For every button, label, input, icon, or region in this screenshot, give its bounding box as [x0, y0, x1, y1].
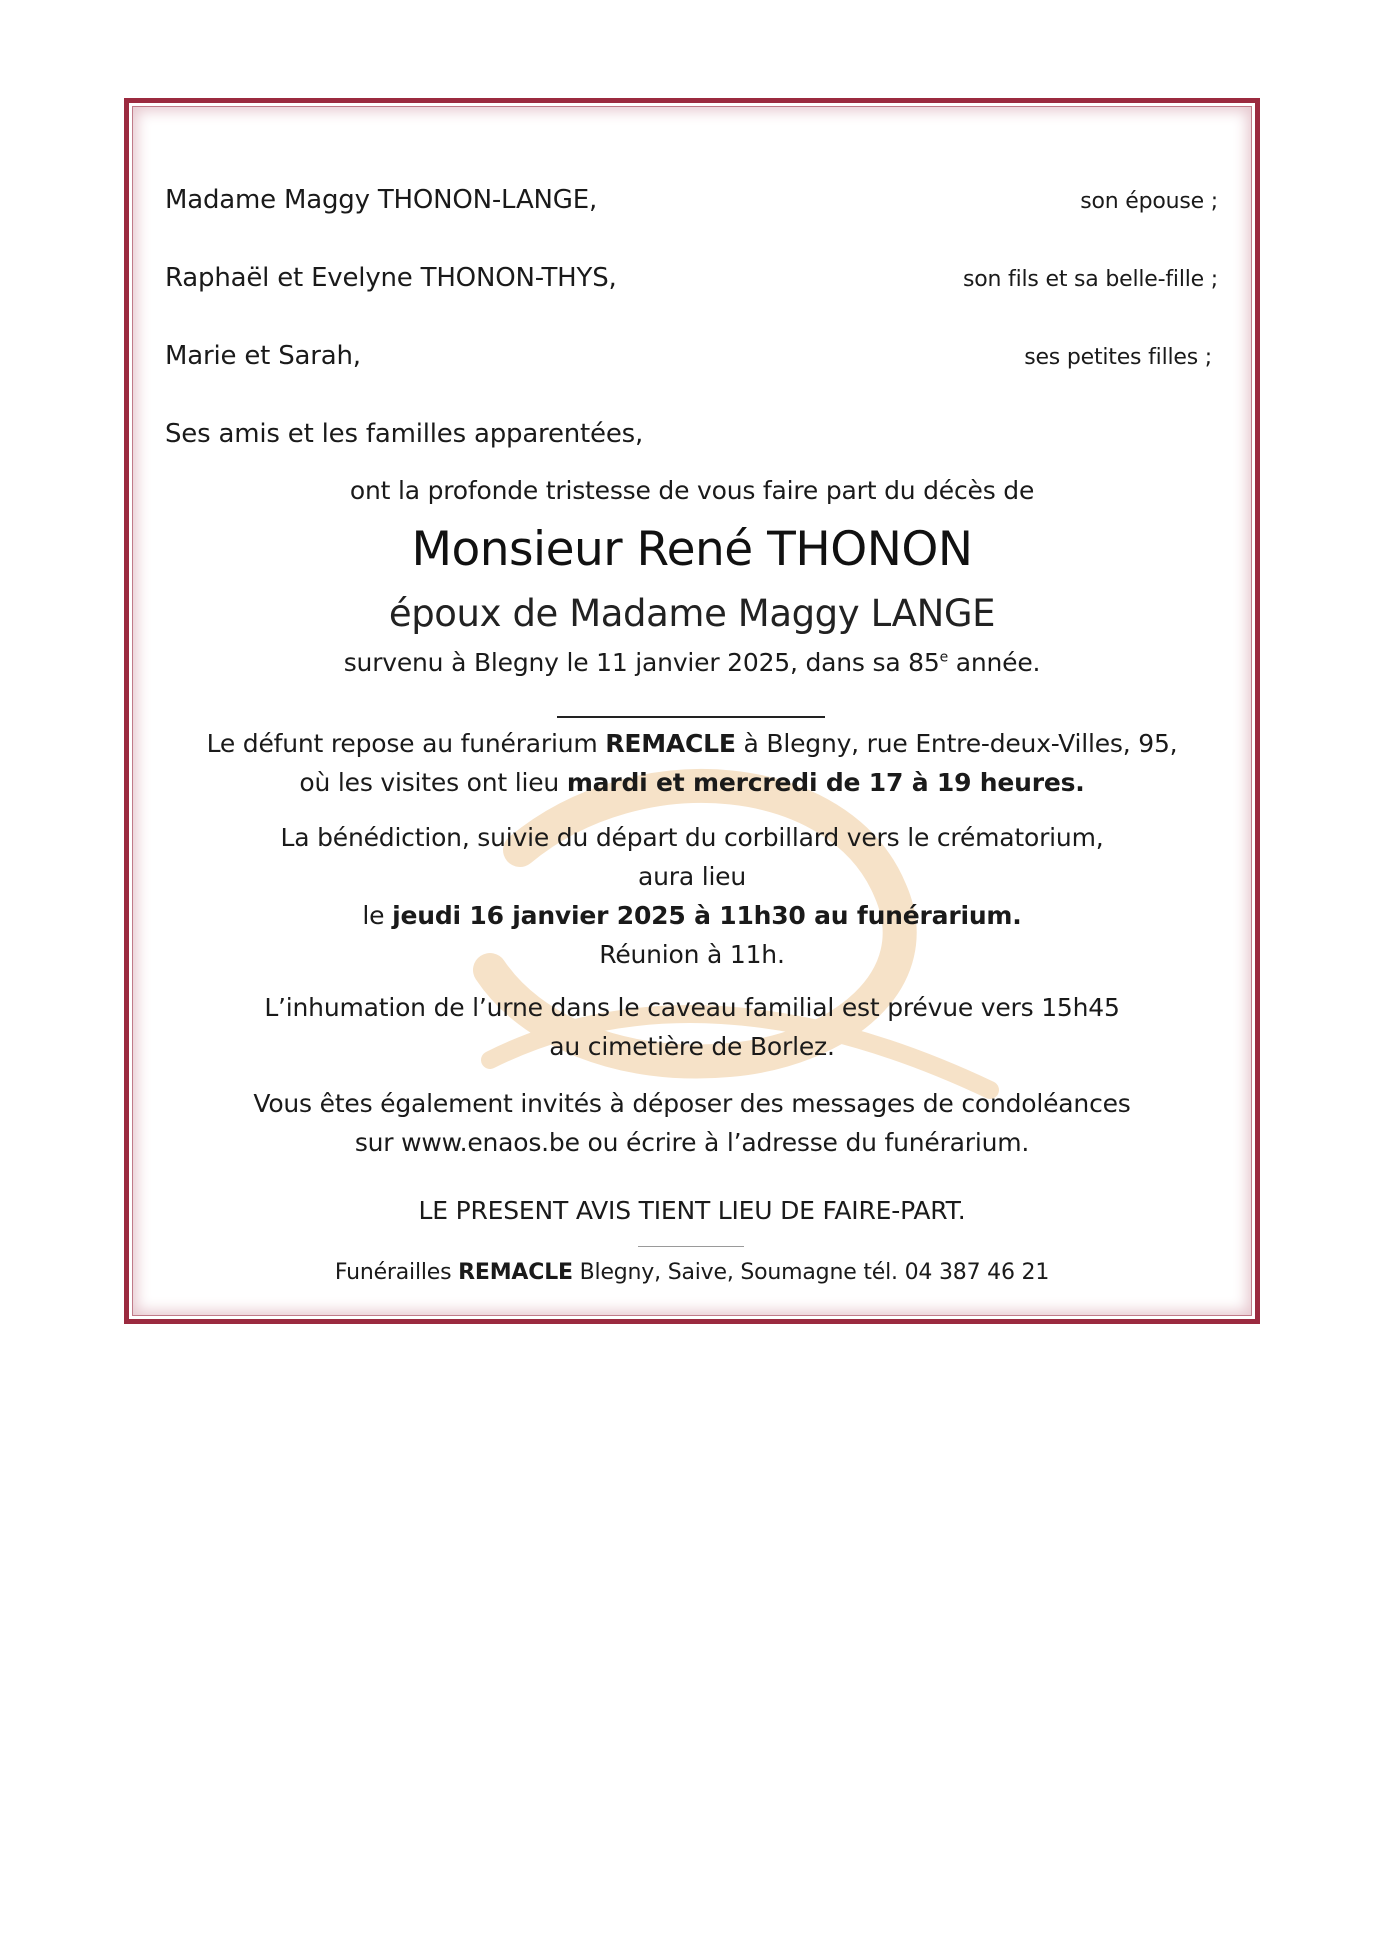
family-relation: son fils et sa belle-fille ;	[963, 267, 1218, 292]
ceremony-info: La bénédiction, suivie du départ du corbillard vers le crématorium, aura lieu le jeudi 16 janvier 2025 à 11h30 au funérarium. Réunion à 11h.	[280, 823, 1104, 969]
family-row-friends	[165, 419, 1218, 449]
family-row-spouse	[165, 185, 1218, 215]
family-relation: ses petites filles ;	[1024, 345, 1212, 370]
section-divider	[557, 716, 825, 718]
faire-part-notice: LE PRESENT AVIS TIENT LIEU DE FAIRE-PART.	[418, 1196, 966, 1225]
deceased-name: Monsieur René THONON	[411, 522, 973, 577]
funeral-home-footer: Funérailles REMACLE Blegny, Saive, Soumagne tél. 04 387 46 21	[334, 1260, 1050, 1285]
family-name: Marie et Sarah,	[165, 341, 361, 371]
family-name: Madame Maggy THONON-LANGE,	[165, 185, 598, 215]
family-relation: son épouse ;	[1080, 189, 1218, 214]
burial-info: L’inhumation de l’urne dans le caveau familial est prévue vers 15h45 au cimetière de Borlez.	[264, 993, 1120, 1061]
family-name: Raphaël et Evelyne THONON-THYS,	[165, 263, 617, 293]
announcement-intro: ont la profonde tristesse de vous faire part du décès de	[349, 476, 1035, 505]
death-details: survenu à Blegny le 11 janvier 2025, dans sa 85e année.	[343, 648, 1041, 677]
family-name: Ses amis et les familles apparentées,	[165, 419, 644, 449]
condolences-info: Vous êtes également invités à déposer des messages de condoléances sur www.enaos.be ou écrire à l’adresse du funérarium.	[253, 1089, 1131, 1157]
footer-divider	[638, 1246, 744, 1247]
visitation-info: Le défunt repose au funérarium REMACLE à Blegny, rue Entre-deux-Villes, 95, où les visites ont lieu mardi et mercredi de 17 à 19 heures.	[206, 729, 1178, 797]
deceased-spouse: époux de Madame Maggy LANGE	[388, 592, 996, 635]
family-row-son	[165, 263, 1218, 293]
family-row-granddaughters	[165, 341, 1212, 371]
